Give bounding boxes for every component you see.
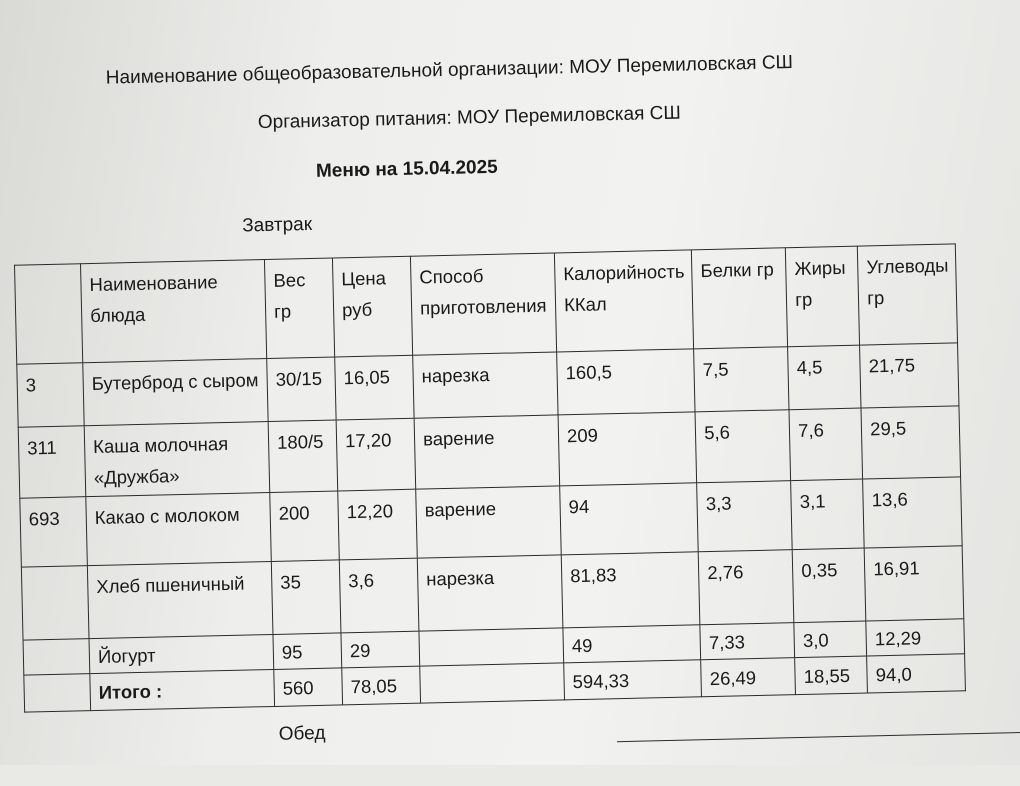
cell-code: 693 <box>20 497 88 567</box>
org-name: Наименование общеобразовательной организации: МОУ Перемиловская СШ <box>105 52 794 89</box>
total-protein: 26,49 <box>701 658 796 697</box>
cell-fat: 7,6 <box>789 408 863 481</box>
cell-dish-name: Каша молочная «Дружба» <box>84 422 270 497</box>
cell-method: варение <box>416 486 562 558</box>
food-organizer: Организатор питания: МОУ Перемиловская СШ <box>257 102 682 134</box>
cell-weight: 180/5 <box>268 420 338 493</box>
cell-price: 12,20 <box>338 489 418 560</box>
cell-carbs: 29,5 <box>861 406 961 479</box>
header-calories: Калорийность ККал <box>554 250 693 352</box>
cell-dish-name: Бутерброд с сыром <box>83 359 268 426</box>
total-method <box>420 663 565 703</box>
lunch-title: Обед <box>278 722 326 745</box>
cell-weight: 95 <box>273 633 342 670</box>
menu-date-title: Меню на 15.04.2025 <box>315 156 498 182</box>
cell-calories: 160,5 <box>557 349 696 415</box>
header-carbs: Углеводы гр <box>857 244 957 345</box>
cell-carbs: 21,75 <box>860 343 959 408</box>
breakfast-menu-table <box>14 243 966 712</box>
cell-price: 17,20 <box>336 418 416 491</box>
total-label: Итого : <box>90 669 275 710</box>
total-price: 78,05 <box>342 666 421 705</box>
header-protein: Белки гр <box>692 248 788 349</box>
header-fat: Жиры гр <box>786 246 860 347</box>
cell-calories: 81,83 <box>561 552 700 628</box>
breakfast-title: Завтрак <box>241 213 313 237</box>
cell-code <box>21 566 89 640</box>
total-weight: 560 <box>274 668 343 707</box>
cell-dish-name: Хлеб пшеничный <box>87 561 273 638</box>
cell-weight: 30/15 <box>267 357 336 422</box>
lunch-table-edge <box>617 732 1020 772</box>
total-fat: 18,55 <box>795 656 868 695</box>
cell-code: 311 <box>18 426 86 498</box>
cell-price: 29 <box>341 631 420 668</box>
header-price: Цена руб <box>332 256 412 357</box>
header-dish-name: Наименование блюда <box>81 260 267 363</box>
cell-weight: 200 <box>270 491 340 562</box>
cell-calories: 49 <box>563 625 701 663</box>
cell-dish-name: Йогурт <box>89 634 274 673</box>
cell-code <box>24 674 91 712</box>
header-weight: Вес гр <box>264 258 334 359</box>
cell-protein: 5,6 <box>695 410 791 483</box>
cell-method: нарезка <box>413 352 558 418</box>
cell-method <box>419 628 564 666</box>
cell-protein: 3,3 <box>697 481 793 552</box>
cell-fat: 3,0 <box>794 621 867 658</box>
cell-price: 16,05 <box>335 355 414 420</box>
cell-calories: 94 <box>560 483 699 555</box>
cell-code <box>23 639 90 675</box>
total-carbs: 94,0 <box>867 654 966 693</box>
cell-fat: 3,1 <box>791 479 865 550</box>
cell-protein: 2,76 <box>698 550 794 625</box>
cell-carbs: 12,29 <box>866 619 965 656</box>
header-code <box>15 264 83 364</box>
cell-fat: 0,35 <box>792 548 866 623</box>
cell-price: 3,6 <box>339 558 419 633</box>
cell-code: 3 <box>17 363 84 427</box>
header-method: Способ приготовления <box>410 253 556 355</box>
total-calories: 594,33 <box>564 660 702 700</box>
cell-weight: 35 <box>271 560 341 635</box>
cell-calories: 209 <box>558 412 697 486</box>
cell-protein: 7,5 <box>694 347 789 412</box>
cell-method: нарезка <box>417 555 563 631</box>
cell-dish-name: Какао с молоком <box>86 493 272 566</box>
cell-method: варение <box>414 415 560 489</box>
cell-carbs: 16,91 <box>864 546 964 621</box>
cell-fat: 4,5 <box>788 345 861 410</box>
cell-carbs: 13,6 <box>863 477 962 548</box>
cell-protein: 7,33 <box>700 623 795 660</box>
